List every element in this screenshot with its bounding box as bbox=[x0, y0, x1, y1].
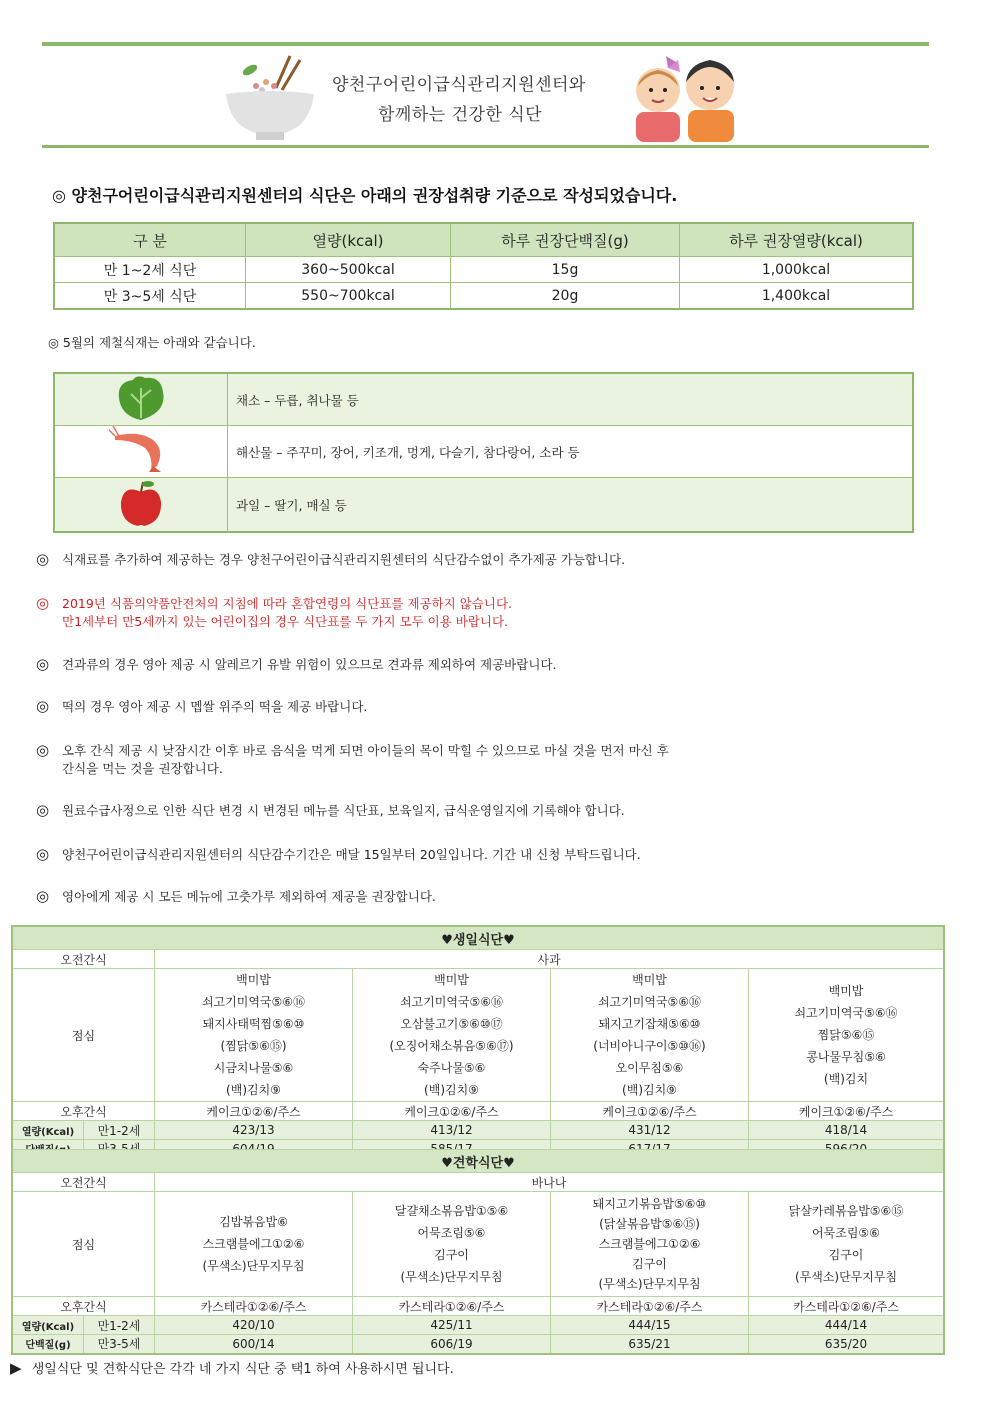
nutrition-value: 635/21 bbox=[551, 1335, 749, 1354]
lettuce-icon bbox=[113, 374, 169, 422]
triangle-bullet-icon: ▶ bbox=[10, 1359, 22, 1377]
nutrition-value: 425/11 bbox=[353, 1316, 551, 1335]
note: ◎ 원료수급사정으로 인한 식단 변경 시 변경된 메뉴를 식단표, 보육일지, 급식운영일지에 기록해야 합니다. bbox=[36, 801, 625, 819]
pm-snack-label: 오후간식 bbox=[12, 1297, 155, 1316]
am-snack-label: 오전간식 bbox=[12, 1173, 155, 1192]
note: ◎ 견과류의 경우 영아 제공 시 알레르기 유발 위험이 있으므로 견과류 제외하여 제공바랍니다. bbox=[36, 655, 557, 673]
seasonal-text: 해산물 – 주꾸미, 장어, 키조개, 멍게, 다슬기, 참다랑어, 소라 등 bbox=[228, 426, 914, 478]
seasonal-text: 과일 – 딸기, 매실 등 bbox=[228, 478, 914, 533]
standards-cell: 360~500kcal bbox=[246, 257, 451, 283]
standards-cell: 만 3~5세 식단 bbox=[54, 283, 246, 310]
kcal-label: 열량(Kcal) bbox=[12, 1316, 84, 1335]
seasonal-icon-cell bbox=[54, 426, 228, 478]
nutrition-value: 606/19 bbox=[353, 1335, 551, 1354]
lunch-label: 점심 bbox=[12, 1192, 155, 1297]
note: ◎ 오후 간식 제공 시 낮잠시간 이후 바로 음식을 먹게 되면 아이들의 목이 막힐 수 있으므로 마실 것을 먼저 마신 후 간식을 먹는 것을 권장합니다. bbox=[36, 741, 669, 776]
fieldtrip-title: ♥견학식단♥ bbox=[12, 1150, 944, 1173]
note-bullet: ◎ bbox=[36, 594, 50, 612]
seasonal-icon-cell bbox=[54, 373, 228, 426]
age-label: 만1-2세 bbox=[84, 1121, 155, 1140]
birthday-title: ♥생일식단♥ bbox=[12, 926, 944, 950]
seasonal-table bbox=[53, 372, 914, 533]
pm-snack-value: 케이크①②⑥/주스 bbox=[749, 1102, 945, 1121]
nutrition-value: 413/12 bbox=[353, 1121, 551, 1140]
age-label: 만3-5세 bbox=[84, 1335, 155, 1354]
am-snack-label: 오전간식 bbox=[12, 950, 155, 969]
note-bullet: ◎ bbox=[36, 801, 50, 819]
lunch-menu-cell: 닭살카레볶음밥⑤⑥⑮ 어묵조림⑤⑥ 김구이 (무색소)단무지무침 bbox=[749, 1192, 945, 1297]
kcal-label: 열량(Kcal) bbox=[12, 1121, 84, 1140]
nutrition-value: 420/10 bbox=[155, 1316, 353, 1335]
standards-cell: 550~700kcal bbox=[246, 283, 451, 310]
standards-col-header: 하루 권장열량(kcal) bbox=[680, 223, 914, 257]
pm-snack-value: 카스테라①②⑥/주스 bbox=[155, 1297, 353, 1316]
standards-cell: 1,400kcal bbox=[680, 283, 914, 310]
nutrition-value: 418/14 bbox=[749, 1121, 945, 1140]
standards-heading: ◎ 양천구어린이급식관리지원센터의 식단은 아래의 권장섭취량 기준으로 작성되었습니다. bbox=[52, 186, 678, 205]
lunch-menu-cell: 백미밥 쇠고기미역국⑤⑥⑯ 돼지사태떡찜⑤⑥⑩ (찜닭⑤⑥⑮) 시금치나물⑤⑥ (백)김치⑨ bbox=[155, 969, 353, 1102]
pm-snack-value: 카스테라①②⑥/주스 bbox=[353, 1297, 551, 1316]
standards-table bbox=[53, 222, 914, 310]
pm-snack-label: 오후간식 bbox=[12, 1102, 155, 1121]
note-warning: ◎ 2019년 식품의약품안전처의 지침에 따라 혼합연령의 식단표를 제공하지 않습니다. 만1세부터 만5세까지 있는 어린이집의 경우 식단표를 두 가지 모두 이용 바랍니다. bbox=[36, 594, 512, 629]
age-label: 만1-2세 bbox=[84, 1316, 155, 1335]
birthday-menu-table bbox=[11, 925, 945, 1160]
shrimp-icon bbox=[109, 426, 173, 474]
nutrition-value: 600/14 bbox=[155, 1335, 353, 1354]
children-illustration-icon bbox=[628, 52, 740, 142]
note: ◎ 식재료를 추가하여 제공하는 경우 양천구어린이급식관리지원센터의 식단감수없이 추가제공 가능합니다. bbox=[36, 550, 626, 568]
lunch-label: 점심 bbox=[12, 969, 155, 1102]
protein-label: 단백질(g) bbox=[12, 1335, 84, 1354]
nutrition-value: 444/14 bbox=[749, 1316, 945, 1335]
note-bullet: ◎ bbox=[36, 655, 50, 673]
note-bullet: ◎ bbox=[36, 845, 50, 863]
note-bullet: ◎ bbox=[36, 550, 50, 568]
nutrition-value: 423/13 bbox=[155, 1121, 353, 1140]
standards-cell: 만 1~2세 식단 bbox=[54, 257, 246, 283]
nutrition-value: 635/20 bbox=[749, 1335, 945, 1354]
apple-icon bbox=[116, 478, 166, 528]
pm-snack-value: 케이크①②⑥/주스 bbox=[353, 1102, 551, 1121]
nutrition-value: 444/15 bbox=[551, 1316, 749, 1335]
am-snack-value: 사과 bbox=[155, 950, 945, 969]
lunch-menu-cell: 돼지고기볶음밥⑤⑥⑩ (닭살볶음밥⑤⑥⑮) 스크램블에그①②⑥ 김구이 (무색소)단무지무침 bbox=[551, 1192, 749, 1297]
seasonal-icon-cell bbox=[54, 478, 228, 533]
header-bottom-rule bbox=[42, 145, 929, 148]
standards-cell: 15g bbox=[451, 257, 680, 283]
standards-col-header: 하루 권장단백질(g) bbox=[451, 223, 680, 257]
nutrition-value: 431/12 bbox=[551, 1121, 749, 1140]
lunch-menu-cell: 백미밥 쇠고기미역국⑤⑥⑯ 돼지고기잡채⑤⑥⑩ (너비아니구이⑤⑩⑯) 오이무침⑤⑥ (백)김치⑨ bbox=[551, 969, 749, 1102]
note: ◎ 영아에게 제공 시 모든 메뉴에 고춧가루 제외하여 제공을 권장합니다. bbox=[36, 887, 436, 905]
standards-cell: 1,000kcal bbox=[680, 257, 914, 283]
lunch-menu-cell: 백미밥 쇠고기미역국⑤⑥⑯ 찜닭⑤⑥⑮ 콩나물무침⑤⑥ (백)김치 bbox=[749, 969, 945, 1102]
standards-col-header: 구 분 bbox=[54, 223, 246, 257]
header-top-rule bbox=[42, 42, 929, 46]
footer-text: 생일식단 및 견학식단은 각각 네 가지 식단 중 택1 하여 사용하시면 됩니다. bbox=[31, 1362, 454, 1377]
lunch-menu-cell: 달걀채소볶음밥①⑤⑥ 어묵조림⑤⑥ 김구이 (무색소)단무지무침 bbox=[353, 1192, 551, 1297]
fieldtrip-menu-table bbox=[11, 1149, 945, 1355]
pm-snack-value: 카스테라①②⑥/주스 bbox=[749, 1297, 945, 1316]
rice-bowl-icon bbox=[220, 52, 320, 144]
header-title-line2: 함께하는 건강한 식단 bbox=[378, 105, 543, 125]
note: ◎ 떡의 경우 영아 제공 시 멥쌀 위주의 떡을 제공 바랍니다. bbox=[36, 697, 368, 715]
lunch-menu-cell: 백미밥 쇠고기미역국⑤⑥⑯ 오삼불고기⑤⑥⑩⑰ (오징어채소볶음⑤⑥⑰) 숙주나물⑤⑥ (백)김치⑨ bbox=[353, 969, 551, 1102]
header-title-line1: 양천구어린이급식관리지원센터와 bbox=[332, 75, 586, 95]
seasonal-text: 채소 – 두릅, 취나물 등 bbox=[228, 373, 914, 426]
pm-snack-value: 케이크①②⑥/주스 bbox=[155, 1102, 353, 1121]
lunch-menu-cell: 김밥볶음밥⑥ 스크램블에그①②⑥ (무색소)단무지무침 bbox=[155, 1192, 353, 1297]
note-bullet: ◎ bbox=[36, 887, 50, 905]
footer-note bbox=[10, 1358, 454, 1377]
pm-snack-value: 카스테라①②⑥/주스 bbox=[551, 1297, 749, 1316]
am-snack-value: 바나나 bbox=[155, 1173, 945, 1192]
pm-snack-value: 케이크①②⑥/주스 bbox=[551, 1102, 749, 1121]
note-bullet: ◎ bbox=[36, 741, 50, 759]
note: ◎ 양천구어린이급식관리지원센터의 식단감수기간은 매달 15일부터 20일입니다. 기간 내 신청 부탁드립니다. bbox=[36, 845, 641, 863]
note-bullet: ◎ bbox=[36, 697, 50, 715]
standards-col-header: 열량(kcal) bbox=[246, 223, 451, 257]
seasonal-heading: ◎ 5월의 제철식재는 아래와 같습니다. bbox=[48, 335, 256, 350]
standards-cell: 20g bbox=[451, 283, 680, 310]
